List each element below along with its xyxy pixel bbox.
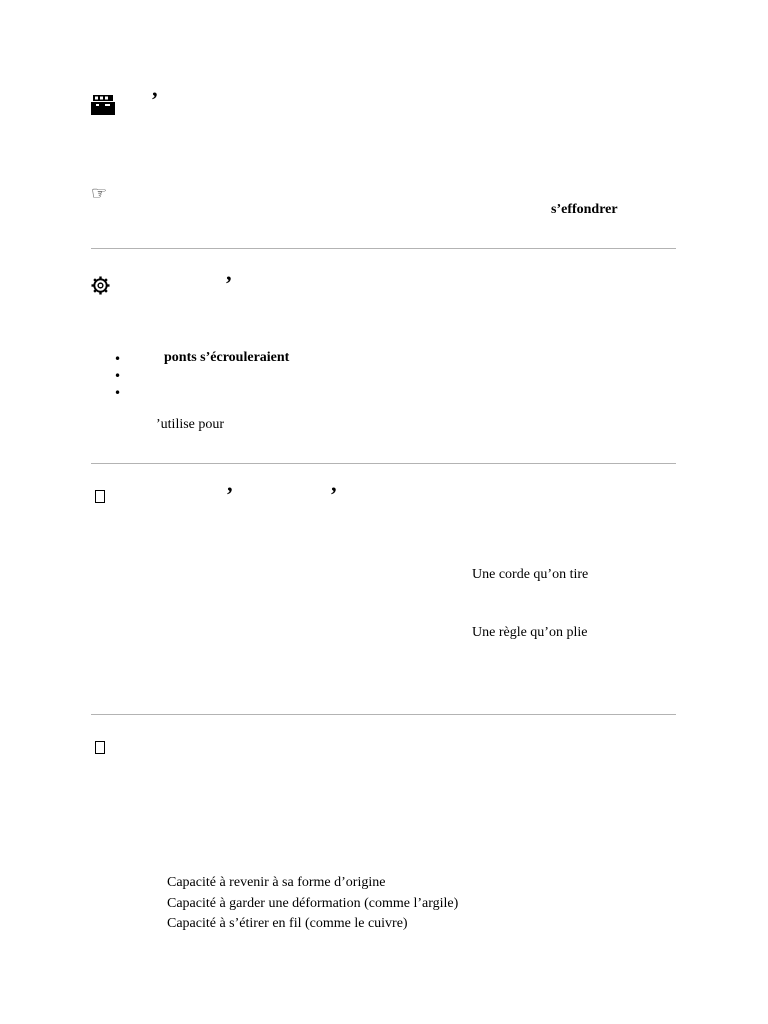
example-ruler: Une règle qu’on plie xyxy=(472,625,588,640)
divider xyxy=(91,714,676,715)
divider xyxy=(91,248,676,249)
bullet-marker: • xyxy=(114,352,122,366)
section3-apostrophe-1: ’ xyxy=(226,482,234,507)
divider xyxy=(91,463,676,464)
example-rope: Une corde qu’on tire xyxy=(472,567,589,582)
bullet-item: ponts s’écrouleraient xyxy=(164,350,290,365)
definition-plasticity: Capacité à garder une déformation (comme l’argile) xyxy=(167,896,459,911)
section2-apostrophe: ’ xyxy=(225,271,233,296)
definition-ductility: Capacité à s’étirer en fil (comme le cuivre) xyxy=(167,916,408,931)
section3-apostrophe-2: ’ xyxy=(330,482,338,507)
uses-text: ’utilise pour xyxy=(156,417,225,432)
gear-icon xyxy=(91,276,110,299)
box-icon xyxy=(95,490,105,503)
pointing-hand-icon: ☞ xyxy=(91,183,108,204)
bullet-marker: • xyxy=(114,369,122,383)
definition-elasticity: Capacité à revenir à sa forme d’origine xyxy=(167,875,386,890)
section1-bold-word: s’effondrer xyxy=(551,202,618,217)
toolbox-icon xyxy=(91,94,115,115)
box-icon xyxy=(95,741,105,754)
bullet-marker: • xyxy=(114,386,122,400)
section1-apostrophe: ’ xyxy=(151,87,159,112)
